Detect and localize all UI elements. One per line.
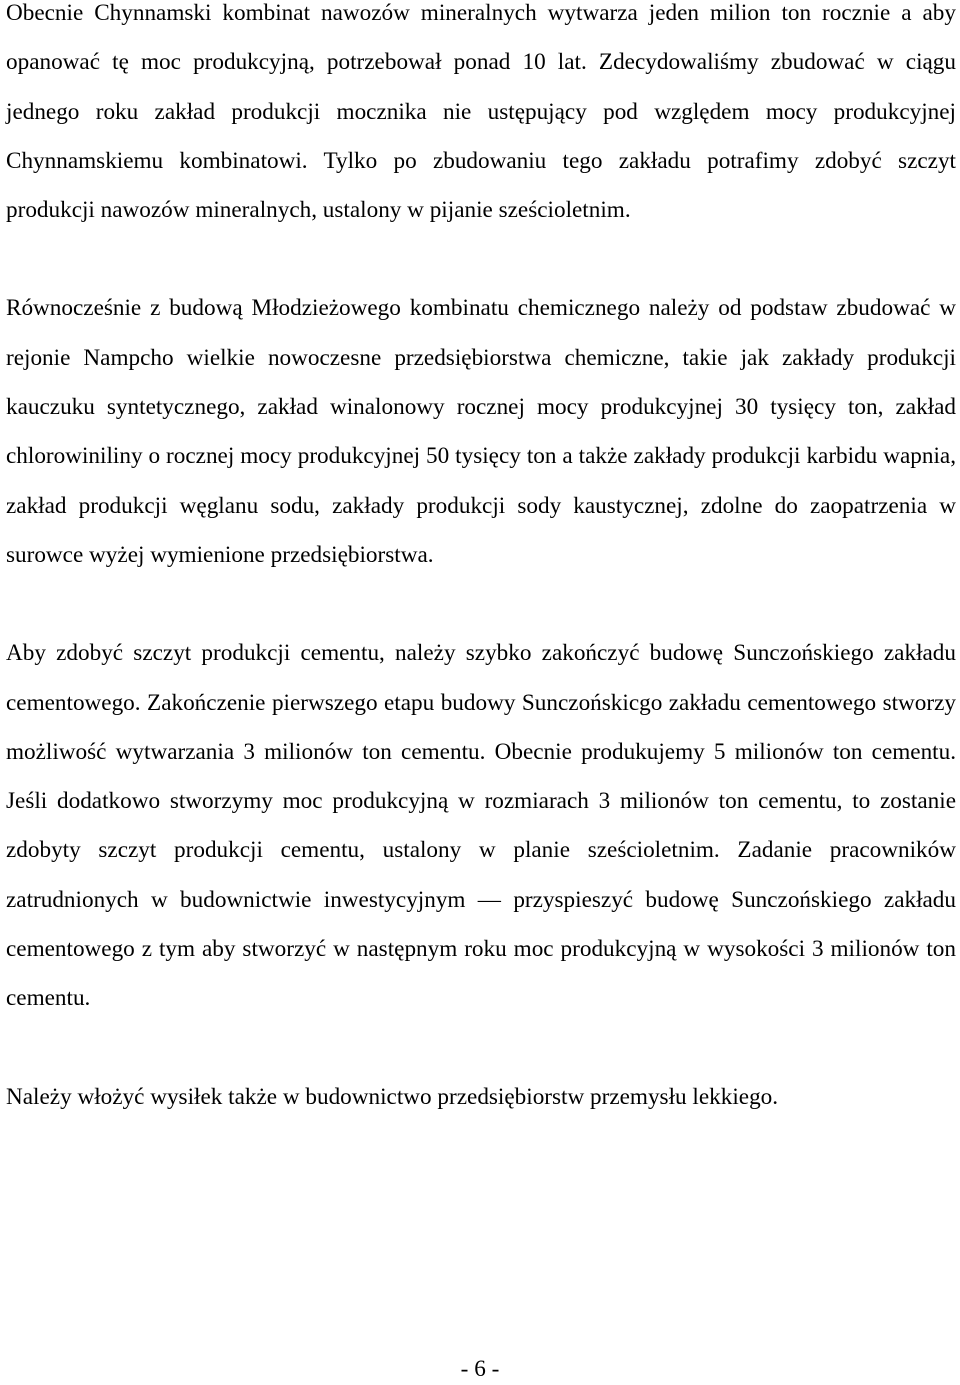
paragraph-cement-production: Aby zdobyć szczyt produkcji cementu, należy szybko zakończyć budowę Sunczońskiego zakładu cementowego. Zakończenie pierwszego etapu budowy Sunczońskicgo zakładu cementowego stworzy możliwość wytwarzania 3 milionów ton cementu. Obecnie produkujemy 5 milionów ton cementu. Jeśli dodatkowo stworzymy moc produkcyjną w rozmiarach 3 milionów ton cementu, to zostanie zdobyty szczyt produkcji cementu, ustalony w planie sześcioletnim. Zadanie pracowników zatrudnionych w budownictwie inwestycyjnym — przyspieszyć budowę Sunczońskiego zakładu cementowego z tym aby stworzyć w następnym roku moc produkcyjną w wysokości 3 milionów ton cementu. (6, 640, 956, 1012)
document-page (6, 0, 956, 1122)
paragraph-light-industry: Należy włożyć wysiłek także w budownictwo przedsiębiorstw przemysłu lekkiego. (6, 1083, 779, 1110)
paragraph-chemical-enterprises: Równocześnie z budową Młodzieżowego kombinatu chemicznego należy od podstaw zbudować w rejonie Nampcho wielkie nowoczesne przedsiębiorstwa chemiczne, takie jak zakłady produkcji kauczuku syntetycznego, zakład winalonowy rocznej mocy produkcyjnej 30 tysięcy ton, zakład chlorowiniliny o rocznej mocy produkcyjnej 50 tysięcy ton a także zakłady produkcji karbidu wapnia, zakład produkcji węglanu sodu, zakłady produkcji sody kaustycznej, zdolne do zaopatrzenia w surowce wyżej wymienione przedsiębiorstwa. (6, 295, 956, 568)
paragraph-fertilizer-plant: Obecnie Chynnamski kombinat nawozów mineralnych wytwarza jeden milion ton rocznie a aby opanować tę moc produkcyjną, potrzebował ponad 10 lat. Zdecydowaliśmy zbudować w ciągu jednego roku zakład produkcji mocznika nie ustępujący pod względem mocy produkcyjnej Chynnamskiemu kombinatowi. Tylko po zbudowaniu tego zakładu potrafimy zdobyć szczyt produkcji nawozów mineralnych, ustalony w pijanie sześcioletnim. (6, 0, 956, 224)
page-number: - 6 - (460, 1356, 500, 1382)
